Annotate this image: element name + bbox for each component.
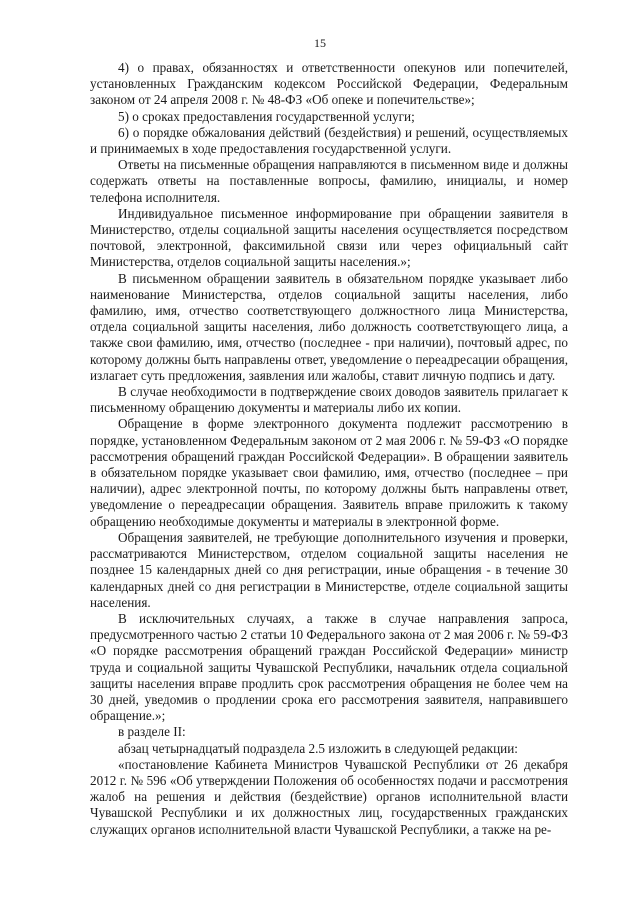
paragraph-section-ii: в разделе II: xyxy=(118,724,186,740)
paragraph-guardian-rights: 4) о правах, обязанностях и ответственности опекунов или попечителей, установленных Гражданским кодексом Российской Федерации, Федеральным законом от 24 апреля 2008 г. № 48-ФЗ «Об опеке и попечительстве»; xyxy=(90,60,568,108)
paragraph-written-answers: Ответы на письменные обращения направляются в письменном виде и должны содержать ответы на поставленные вопросы, фамилию, инициалы, и номер телефона исполнителя. xyxy=(90,157,568,205)
page-number: 15 xyxy=(314,36,326,50)
paragraph-attachments: В случае необходимости в подтверждение своих доводов заявитель прилагает к письменному обращению документы и материалы либо их копии. xyxy=(90,384,568,416)
paragraph-individual-informing: Индивидуальное письменное информирование при обращении заявителя в Министерство, отделы социальной защиты населения осуществляется посредством почтовой, электронной, факсимильной связи или через официальный сайт Министерства, отделов социальной защиты населения.»; xyxy=(90,205,568,270)
paragraph-subsection-2-5: абзац четырнадцатый подраздела 2.5 изложить в следующей редакции: xyxy=(118,740,518,756)
paragraph-review-terms: Обращения заявителей, не требующие дополнительного изучения и проверки, рассматриваются Министерством, отделом социальной защиты населения не позднее 15 календарных дней со дня регистрации, иные обращения - в течение 30 календарных дней со дня регистрации в Министерстве, отделе социальной защиты населения. xyxy=(90,529,568,610)
paragraph-service-terms: 5) о сроках предоставления государственной услуги; xyxy=(118,108,415,124)
document-body xyxy=(90,60,568,838)
paragraph-written-appeal: В письменном обращении заявитель в обязательном порядке указывает либо наименование Министерства, отделов социальной защиты населения, либо фамилию, имя, отчество соответствующего должностного лица Министерства, отдела социальной защиты населения, либо должность соответствующего лица, а также свои фамилию, имя, отчество (последнее - при наличии), почтовый адрес, по которому должны быть направлены ответ, уведомление о переадресации обращения, излагает суть предложения, заявления или жалобы, ставит личную подпись и дату. xyxy=(90,270,568,383)
paragraph-extension: В исключительных случаях, а также в случае направления запроса, предусмотренного частью 2 статьи 10 Федерального закона от 2 мая 2006 г. № 59-ФЗ «О порядке рассмотрения обращений граждан Российской Федерации» министр труда и социальной защиты Чувашской Республики, начальник отдела социальной защиты населения вправе продлить срок рассмотрения обращения не более чем на 30 дней, уведомив о продлении срока его рассмотрения заявителя, направившего обращение.»; xyxy=(90,610,568,724)
paragraph-appeal-procedure: 6) о порядке обжалования действий (бездействия) и решений, осуществляемых и принимаемых в ходе предоставления государственной услуги. xyxy=(90,124,568,157)
paragraph-electronic-appeal: Обращение в форме электронного документа подлежит рассмотрению в порядке, установленном Федеральным законом от 2 мая 2006 г. № 59-ФЗ «О порядке рассмотрения обращений граждан Российской Федерации». В обращении заявитель в обязательном порядке указывает свои фамилию, имя, отчество (последнее – при наличии), адрес электронной почты, по которому должны быть направлены ответ, уведомление о переадресации обращения. Заявитель вправе приложить к такому обращению необходимые документы и материалы в электронной форме. xyxy=(90,416,568,529)
paragraph-resolution-596: «постановление Кабинета Министров Чувашской Республики от 26 декабря 2012 г. № 596 «Об утверждении Положения об особенностях подачи и рассмотрения жалоб на решения и действия (бездействие) органов исполнительной власти Чувашской Республики и их должностных лиц, государственных гражданских служащих органов исполнительной власти Чувашской Республики, а также на ре- xyxy=(90,756,568,837)
